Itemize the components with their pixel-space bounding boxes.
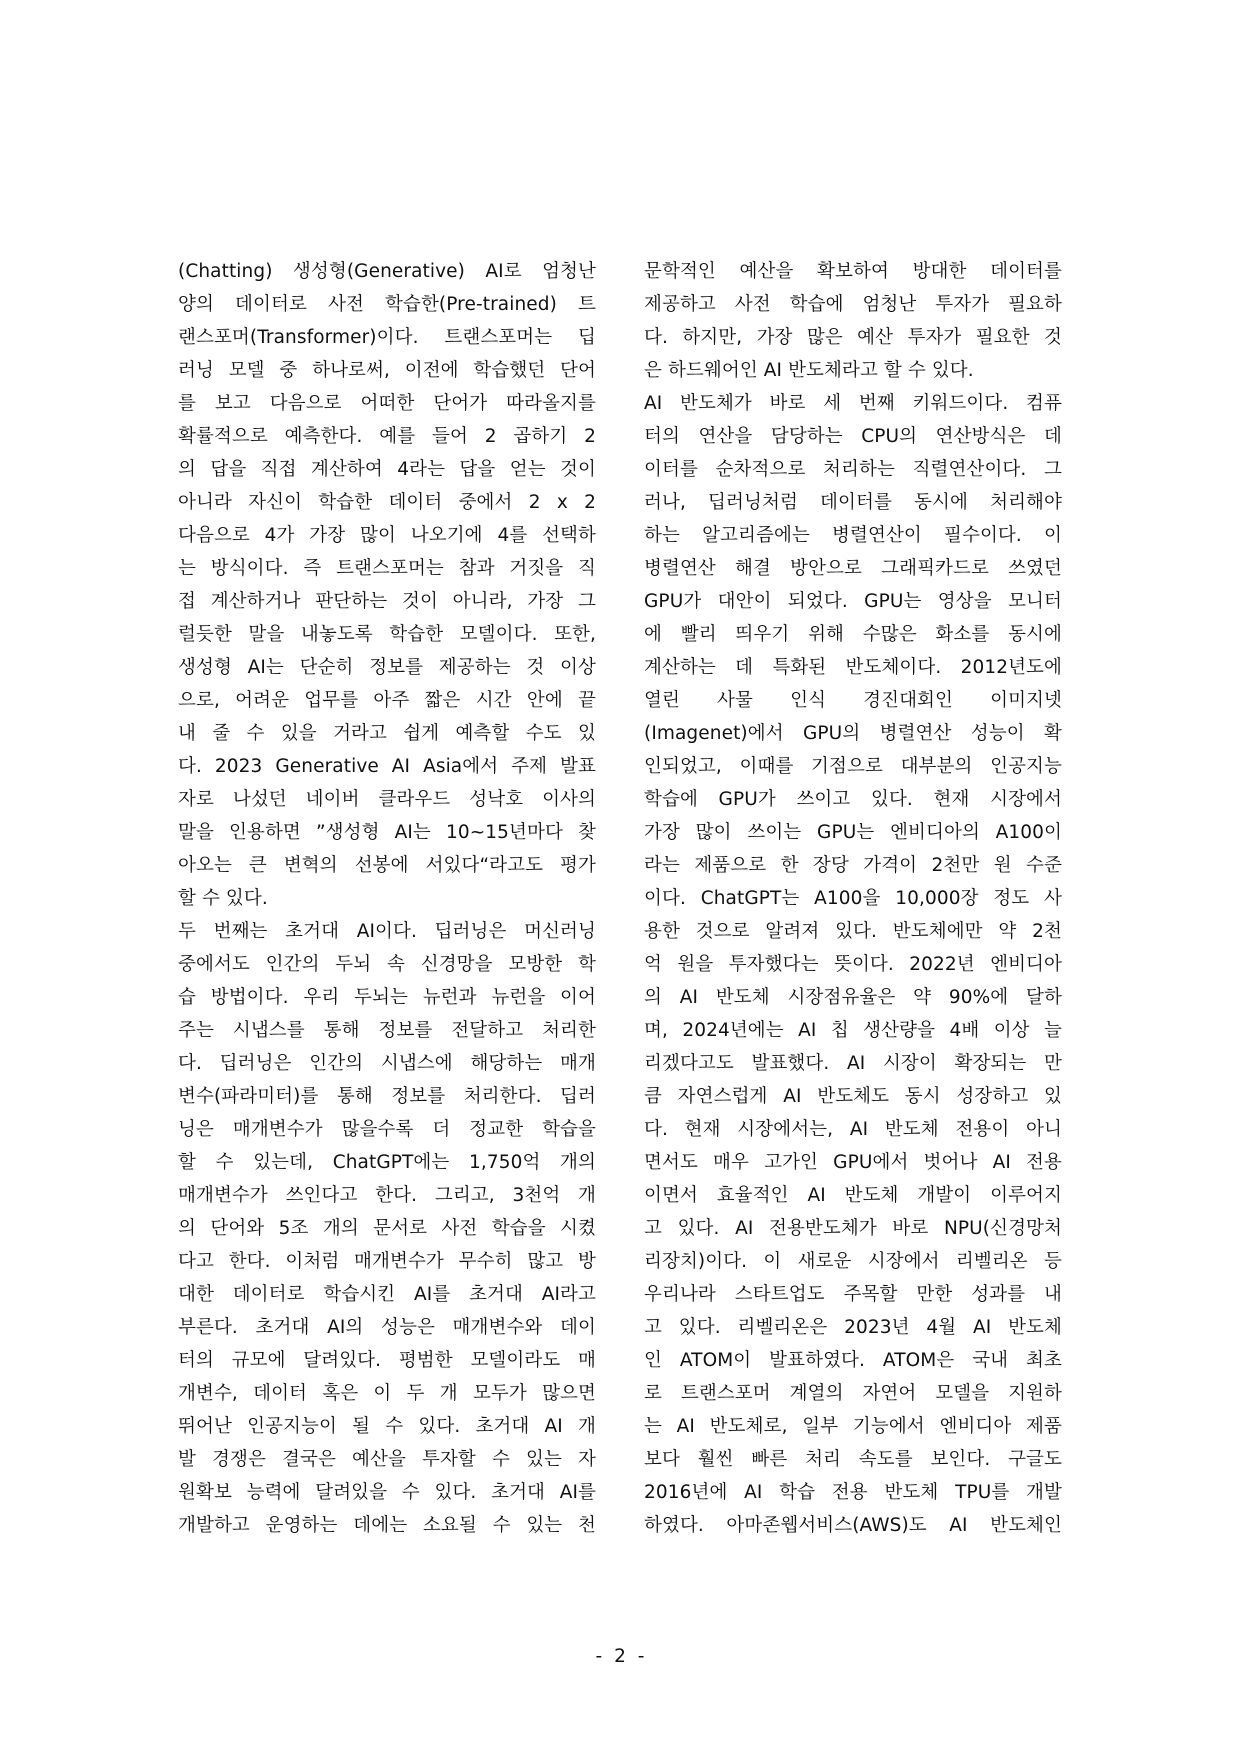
- text-line: 할 수 있다.: [178, 888, 268, 909]
- text-line: 확률적으로 예측한다. 예를 들어 2 곱하기 2: [178, 426, 596, 447]
- text-line: 리겠다고도 발표했다. AI 시장이 확장되는 만: [644, 1053, 1062, 1074]
- text-line: 인 ATOM이 발표하였다. ATOM은 국내 최초: [644, 1350, 1062, 1371]
- text-line: 양의 데이터로 사전 학습한(Pre-trained) 트: [178, 294, 596, 315]
- text-line: 를 보고 다음으로 어떠한 단어가 따라올지를: [178, 393, 596, 414]
- text-line: 병렬연산 해결 방안으로 그래픽카드로 쓰였던: [644, 558, 1062, 579]
- text-line: 습 방법이다. 우리 두뇌는 뉴런과 뉴런을 이어: [178, 987, 596, 1008]
- text-line: 의 AI 반도체 시장점유율은 약 90%에 달하: [644, 987, 1062, 1008]
- text-line: (Imagenet)에서 GPU의 병렬연산 성능이 확: [644, 723, 1062, 744]
- text-line: 면서도 매우 고가인 GPU에서 벗어나 AI 전용: [644, 1152, 1062, 1173]
- text-line: 자로 나섰던 네이버 클라우드 성낙호 이사의: [178, 789, 596, 810]
- text-line: 랜스포머(Transformer)이다. 트랜스포머는 딥: [178, 327, 596, 348]
- text-line: 라는 제품으로 한 장당 가격이 2천만 원 수준: [644, 855, 1062, 876]
- text-line: 말을 인용하면 ”생성형 AI는 10~15년마다 찾: [178, 822, 596, 843]
- text-line: 러닝 모델 중 하나로써, 이전에 학습했던 단어: [178, 360, 596, 381]
- text-line: 는 방식이다. 즉 트랜스포머는 참과 거짓을 직: [178, 558, 596, 579]
- text-line: 변수(파라미터)를 통해 정보를 처리한다. 딥러: [178, 1086, 596, 1107]
- text-line: 생성형 AI는 단순히 정보를 제공하는 것 이상: [178, 657, 596, 678]
- text-line: 은 하드웨어인 AI 반도체라고 할 수 있다.: [644, 360, 974, 381]
- text-line: GPU가 대안이 되었다. GPU는 영상을 모니터: [644, 591, 1062, 612]
- text-line: 가장 많이 쓰이는 GPU는 엔비디아의 A100이: [644, 822, 1062, 843]
- text-line: 계산하는 데 특화된 반도체이다. 2012년도에: [644, 657, 1062, 678]
- text-line: 큼 자연스럽게 AI 반도체도 동시 성장하고 있: [644, 1086, 1062, 1107]
- left-text-column: [178, 255, 596, 1542]
- text-line: 억 원을 투자했다는 뜻이다. 2022년 엔비디아: [644, 954, 1062, 975]
- text-line: 러나, 딥러닝처럼 데이터를 동시에 처리해야: [644, 492, 1062, 513]
- text-line: 제공하고 사전 학습에 엄청난 투자가 필요하: [644, 294, 1062, 315]
- text-line: 하는 알고리즘에는 병렬연산이 필수이다. 이: [644, 525, 1062, 546]
- text-line: 다. 2023 Generative AI Asia에서 주제 발표: [178, 756, 596, 777]
- text-line: 하였다. 아마존웹서비스(AWS)도 AI 반도체인: [644, 1515, 1062, 1536]
- text-line: 다. 하지만, 가장 많은 예산 투자가 필요한 것: [644, 327, 1062, 348]
- text-line: 열린 사물 인식 경진대회인 이미지넷: [644, 690, 1062, 711]
- text-line: 다. 딥러닝은 인간의 시냅스에 해당하는 매개: [178, 1053, 596, 1074]
- text-line: 2016년에 AI 학습 전용 반도체 TPU를 개발: [644, 1482, 1062, 1503]
- text-line: 이다. ChatGPT는 A100을 10,000장 정도 사: [644, 888, 1062, 909]
- text-line: 리장치)이다. 이 새로운 시장에서 리벨리온 등: [644, 1251, 1062, 1272]
- text-line: 에 빨리 띄우기 위해 수많은 화소를 동시에: [644, 624, 1062, 645]
- text-line: 럴듯한 말을 내놓도록 학습한 모델이다. 또한,: [178, 624, 596, 645]
- text-line: 두 번째는 초거대 AI이다. 딥러닝은 머신러닝: [178, 921, 596, 942]
- text-line: 접 계산하거나 판단하는 것이 아니라, 가장 그: [178, 591, 596, 612]
- text-line: 의 단어와 5조 개의 문서로 사전 학습을 시켰: [178, 1218, 596, 1239]
- text-line: 뛰어난 인공지능이 될 수 있다. 초거대 AI 개: [178, 1416, 596, 1437]
- text-line: 인되었고, 이때를 기점으로 대부분의 인공지능: [644, 756, 1062, 777]
- text-line: 내 줄 수 있을 거라고 쉽게 예측할 수도 있: [178, 723, 596, 744]
- text-line: 이터를 순차적으로 처리하는 직렬연산이다. 그: [644, 459, 1062, 480]
- text-line: 원확보 능력에 달려있을 수 있다. 초거대 AI를: [178, 1482, 596, 1503]
- text-line: AI 반도체가 바로 세 번째 키워드이다. 컴퓨: [644, 393, 1062, 414]
- text-line: 다. 현재 시장에서는, AI 반도체 전용이 아니: [644, 1119, 1062, 1140]
- text-line: 우리나라 스타트업도 주목할 만한 성과를 내: [644, 1284, 1062, 1305]
- text-line: 개변수, 데이터 혹은 이 두 개 모두가 많으면: [178, 1383, 596, 1404]
- text-line: 는 AI 반도체로, 일부 기능에서 엔비디아 제품: [644, 1416, 1062, 1437]
- text-line: 고 있다. 리벨리온은 2023년 4월 AI 반도체: [644, 1317, 1062, 1338]
- text-line: 주는 시냅스를 통해 정보를 전달하고 처리한: [178, 1020, 596, 1041]
- right-text-column: [644, 255, 1062, 1542]
- text-line: 다음으로 4가 가장 많이 나오기에 4를 선택하: [178, 525, 596, 546]
- text-line: 중에서도 인간의 두뇌 속 신경망을 모방한 학: [178, 954, 596, 975]
- text-line: 닝은 매개변수가 많을수록 더 정교한 학습을: [178, 1119, 596, 1140]
- text-line: 으로, 어려운 업무를 아주 짧은 시간 안에 끝: [178, 690, 596, 711]
- text-line: 아오는 큰 변혁의 선봉에 서있다“라고도 평가: [178, 855, 596, 876]
- text-line: 의 답을 직접 계산하여 4라는 답을 얻는 것이: [178, 459, 596, 480]
- text-line: 부른다. 초거대 AI의 성능은 매개변수와 데이: [178, 1317, 596, 1338]
- text-line: 로 트랜스포머 계열의 자연어 모델을 지원하: [644, 1383, 1062, 1404]
- page-number: - 2 -: [595, 1646, 645, 1667]
- text-line: 문학적인 예산을 확보하여 방대한 데이터를: [644, 261, 1062, 282]
- text-line: 고 있다. AI 전용반도체가 바로 NPU(신경망처: [644, 1218, 1062, 1239]
- text-line: 발 경쟁은 결국은 예산을 투자할 수 있는 자: [178, 1449, 596, 1470]
- text-line: 아니라 자신이 학습한 데이터 중에서 2 x 2: [178, 492, 596, 513]
- text-line: 보다 훨씬 빠른 처리 속도를 보인다. 구글도: [644, 1449, 1062, 1470]
- text-line: 터의 규모에 달려있다. 평범한 모델이라도 매: [178, 1350, 596, 1371]
- text-line: 대한 데이터로 학습시킨 AI를 초거대 AI라고: [178, 1284, 596, 1305]
- text-line: 다고 한다. 이처럼 매개변수가 무수히 많고 방: [178, 1251, 596, 1272]
- text-line: 매개변수가 쓰인다고 한다. 그리고, 3천억 개: [178, 1185, 596, 1206]
- text-line: 개발하고 운영하는 데에는 소요될 수 있는 천: [178, 1515, 596, 1536]
- text-line: 학습에 GPU가 쓰이고 있다. 현재 시장에서: [644, 789, 1062, 810]
- text-line: 이면서 효율적인 AI 반도체 개발이 이루어지: [644, 1185, 1062, 1206]
- text-line: 할 수 있는데, ChatGPT에는 1,750억 개의: [178, 1152, 596, 1173]
- text-line: (Chatting) 생성형(Generative) AI로 엄청난: [178, 261, 596, 282]
- text-line: 터의 연산을 담당하는 CPU의 연산방식은 데: [644, 426, 1062, 447]
- text-line: 며, 2024년에는 AI 칩 생산량을 4배 이상 늘: [644, 1020, 1062, 1041]
- text-line: 용한 것으로 알려져 있다. 반도체에만 약 2천: [644, 921, 1062, 942]
